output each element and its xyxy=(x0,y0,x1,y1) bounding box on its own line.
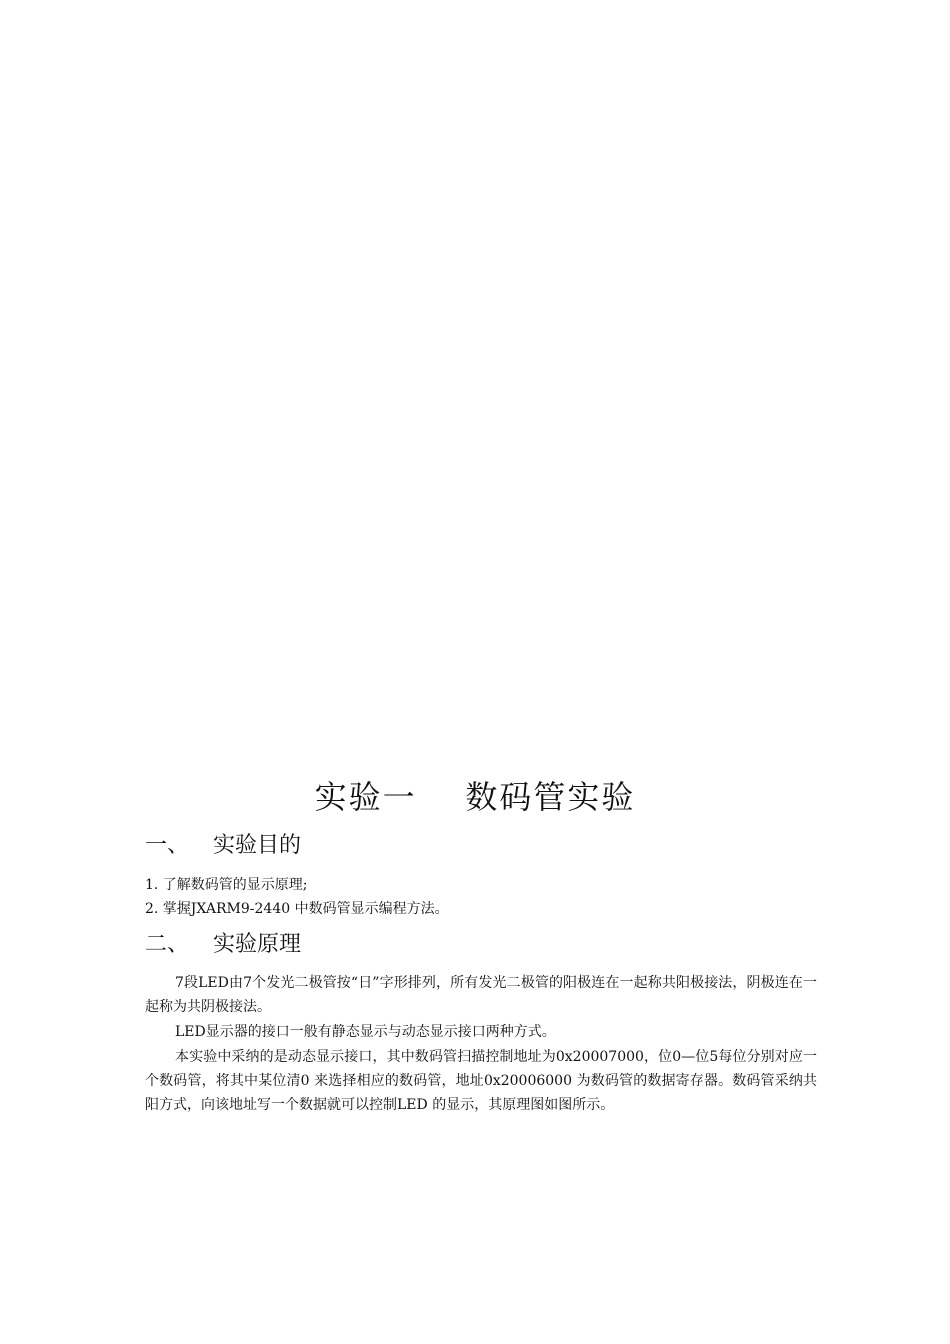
section-title: 实验原理 xyxy=(213,932,302,957)
paragraph-led-structure: 7段LED由7个发光二极管按“日”字形排列，所有发光二极管的阳极连在一起称共阳极接法，阴极连在一起称为共阴极接法。 xyxy=(145,975,817,1015)
paragraph-display-interface: LED显示器的接口一般有静态显示与动态显示接口两种方式。 xyxy=(175,1024,556,1040)
section-number: 一、 xyxy=(145,833,190,858)
paragraph-dynamic-interface: 本实验中采纳的是动态显示接口，其中数码管扫描控制地址为0x20007000，位0—位5每位分别对应一个数码管，将其中某位清0 来选择相应的数码管，地址0x20006000 为数码管的数据寄存器。数码管采纳共阳方式，向该地址写一个数据就可以控制LED 的显示，其原理图如图所示。 xyxy=(145,1049,817,1113)
list-item: 2. 掌握JXARM9-2440 中数码管显示编程方法。 xyxy=(145,901,449,917)
purpose-list xyxy=(145,873,449,921)
document-title: 实验一 数码管实验 xyxy=(314,778,636,816)
section-heading-principle xyxy=(145,930,301,960)
section-heading-purpose xyxy=(145,831,301,861)
section-title: 实验目的 xyxy=(213,833,302,858)
section-number: 二、 xyxy=(145,932,190,957)
list-item: 1. 了解数码管的显示原理; xyxy=(145,877,308,893)
